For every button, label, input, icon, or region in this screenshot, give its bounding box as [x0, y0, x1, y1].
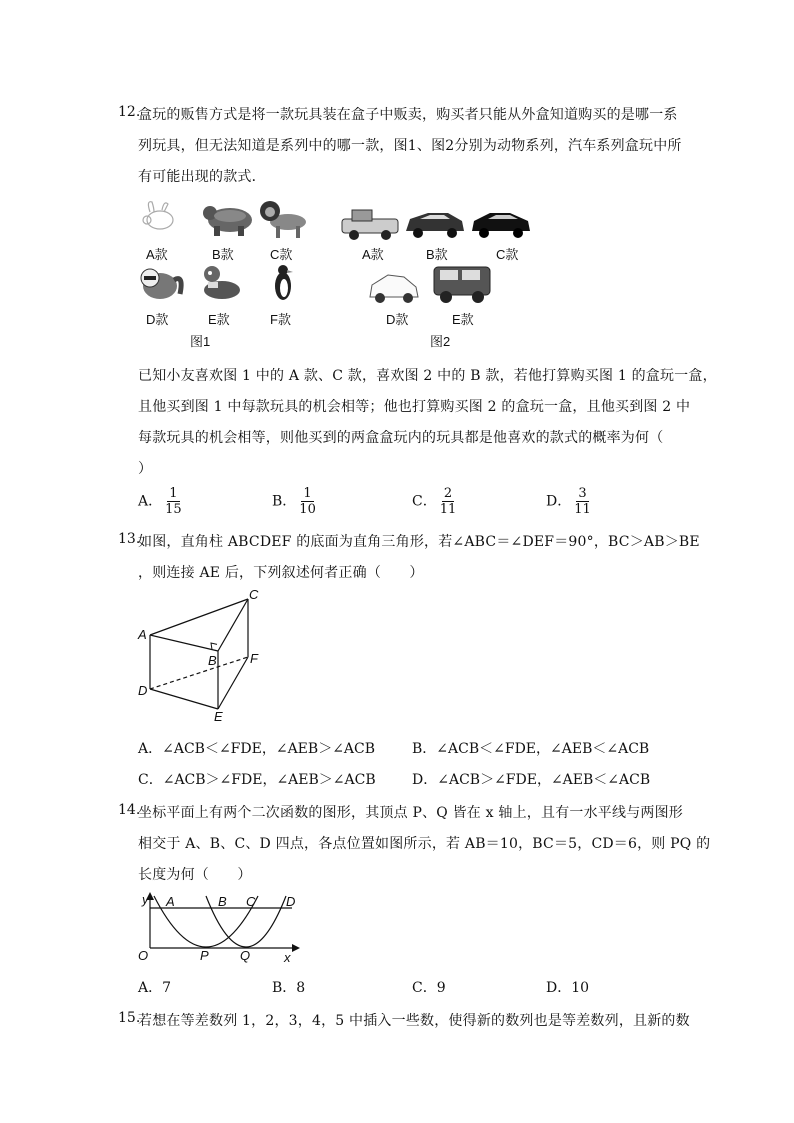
numerator: 2 [443, 486, 453, 501]
q15-line-1: 若想在等差数列 1，2，3，4，5 中插入一些数，使得新的数列也是等差数列，且新的数 [138, 1013, 690, 1029]
q12-body-4: ） [138, 461, 153, 477]
q12-option-b[interactable] [272, 486, 316, 517]
fig1-label-e: E款 [208, 312, 230, 327]
denominator: 11 [574, 502, 591, 517]
fraction [299, 486, 316, 517]
fraction [165, 486, 182, 517]
fig1-label-a: A款 [146, 247, 168, 262]
q13-option-a[interactable]: A．∠ACB＜∠FDE，∠AEB＞∠ACB [138, 741, 376, 757]
origin-label: O [138, 948, 149, 963]
prism-figure [134, 585, 274, 725]
point-b: B [218, 894, 227, 909]
q14-line-2: 相交于 A、B、C、D 四点，各点位置如图所示，若 AB＝10，BC＝5，CD＝6，则 PQ 的 [138, 836, 711, 852]
denominator: 10 [299, 502, 316, 517]
q14-option-d[interactable]: D．10 [546, 980, 590, 996]
vertex-f: F [250, 651, 258, 666]
axis-y-label: y [142, 892, 149, 907]
vertex-b: B [208, 653, 217, 668]
pickup-car-image [342, 210, 398, 240]
fig1-caption: 图1 [190, 334, 211, 349]
vertex-c: C [249, 587, 259, 602]
sedan-car-image [406, 213, 464, 238]
q13-option-b[interactable]: B．∠ACB＜∠FDE，∠AEB＜∠ACB [412, 741, 650, 757]
option-letter: C． [412, 493, 437, 510]
q12-line-2: 列玩具，但无法知道是系列中的哪一款，图1、图2分别为动物系列，汽车系列盒玩中所 [138, 138, 682, 154]
q12-number: 12. [118, 104, 141, 120]
otter-toy-image [204, 266, 240, 299]
axis-x-label: x [284, 950, 291, 965]
q12-line-3: 有可能出现的款式． [138, 169, 266, 185]
q12-option-c[interactable] [412, 486, 456, 517]
q13-line-1: 如图，直角柱 ABCDEF 的底面为直角三角形，若∠ABC＝∠DEF＝90°，BC＞AB＞BE [138, 534, 700, 550]
fig2-label-e: E款 [452, 312, 474, 327]
fraction [440, 486, 457, 517]
point-c: C [246, 894, 256, 909]
vertex-q: Q [240, 948, 251, 963]
q14-option-b[interactable]: B．8 [272, 980, 306, 996]
q12-body-3: 每款玩具的机会相等，则他买到的两盒盒玩内的玩具都是他喜欢的款式的概率为何（ [138, 430, 664, 446]
denominator: 11 [439, 502, 457, 517]
numerator: 3 [578, 486, 587, 501]
q12-option-a[interactable] [138, 486, 182, 517]
q13-number: 13. [118, 531, 141, 547]
option-letter: B． [272, 493, 297, 510]
numerator: 1 [303, 486, 312, 501]
q14-number: 14. [118, 802, 141, 818]
q12-body-2: 且他买到图 1 中每款玩具的机会相等；他也打算购买图 2 的盒玩一盒，且他买到图 2 中 [138, 399, 691, 415]
fig2-caption: 图2 [430, 334, 451, 349]
vertex-a: A [138, 627, 147, 642]
q13-option-d[interactable]: D．∠ACB＞∠FDE，∠AEB＜∠ACB [412, 772, 651, 788]
fig1-label-c: C款 [270, 247, 293, 262]
q14-line-3: 长度为何（ ） [138, 867, 252, 883]
penguin-toy-image [275, 265, 293, 300]
vertex-d: D [138, 683, 148, 698]
fig2-label-a: A款 [362, 247, 384, 262]
q14-option-c[interactable]: C．9 [412, 980, 446, 996]
point-a: A [166, 894, 175, 909]
fig1-label-b: B款 [212, 247, 234, 262]
q15-number: 15. [118, 1010, 141, 1026]
q14-option-a[interactable]: A．7 [138, 980, 172, 996]
q13-line-2: ，则连接 AE 后，下列叙述何者正确（ ） [138, 565, 424, 581]
option-letter: D． [546, 493, 572, 510]
q12-line-1: 盒玩的贩售方式是将一款玩具装在盒子中贩卖，购买者只能从外盒知道购买的是哪一系 [138, 107, 678, 123]
numerator: 1 [169, 486, 178, 501]
fig1-label-d: D款 [146, 312, 169, 327]
jeep-car-image [434, 267, 490, 303]
fraction [574, 486, 591, 517]
vertex-p: P [200, 948, 209, 963]
option-letter: A． [138, 493, 163, 510]
raccoon-toy-image [141, 269, 181, 299]
fig2-label-d: D款 [386, 312, 409, 327]
black-car-image [472, 213, 530, 238]
q13-option-c[interactable]: C．∠ACB＞∠FDE，∠AEB＞∠ACB [138, 772, 376, 788]
fig2-label-b: B款 [426, 247, 448, 262]
bear-toy-image [203, 206, 252, 236]
point-d: D [286, 894, 296, 909]
white-car-image [370, 275, 418, 303]
q12-option-d[interactable] [546, 486, 591, 517]
denominator: 15 [165, 502, 182, 517]
lion-toy-image [260, 201, 306, 238]
q14-line-1: 坐标平面上有两个二次函数的图形，其顶点 P、Q 皆在 x 轴上，且有一水平线与两图形 [138, 805, 683, 821]
vertex-e: E [214, 709, 223, 724]
parabola-figure [136, 890, 306, 970]
q12-body-1: 已知小友喜欢图 1 中的 A 款、C 款，喜欢图 2 中的 B 款，若他打算购买图 1 的盒玩一盒， [138, 368, 717, 384]
fig1-label-f: F款 [270, 312, 291, 327]
fig2-label-c: C款 [496, 247, 519, 262]
rabbit-toy-image [143, 202, 173, 229]
